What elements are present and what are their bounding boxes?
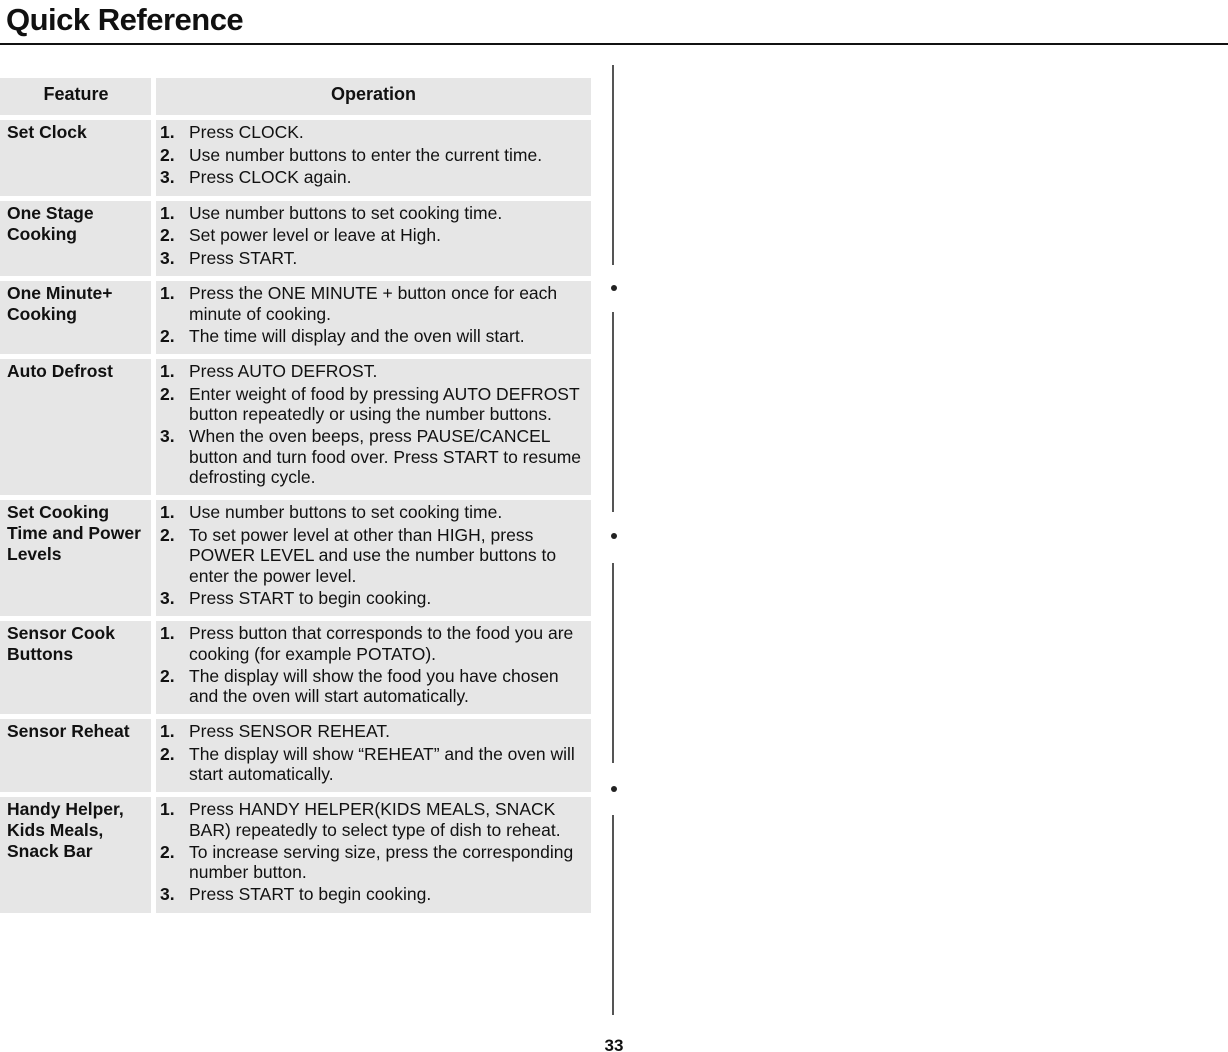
table-row <box>0 500 592 616</box>
step-item <box>160 502 587 523</box>
step-text: Use number buttons to set cooking time. <box>189 502 503 522</box>
margin-dot <box>611 533 617 539</box>
table-header-row <box>0 78 592 115</box>
feature-cell: One Stage Cooking <box>0 201 151 277</box>
step-item <box>160 225 587 246</box>
operation-cell <box>156 500 591 616</box>
step-item <box>160 167 587 188</box>
margin-rule <box>612 65 614 265</box>
step-list <box>160 203 587 269</box>
table-row <box>0 201 592 277</box>
page-title: Quick Reference <box>6 2 244 37</box>
step-item <box>160 145 587 166</box>
step-number: 2. <box>160 225 175 245</box>
step-item <box>160 203 587 224</box>
step-item <box>160 283 587 324</box>
step-item <box>160 525 587 587</box>
step-list <box>160 361 587 488</box>
step-text: Press HANDY HELPER(KIDS MEALS, SNACK BAR) repeatedly to select type of dish to reheat. <box>189 799 561 840</box>
operation-cell <box>156 120 591 196</box>
step-list <box>160 721 587 785</box>
table-row <box>0 281 592 354</box>
step-text: Press CLOCK again. <box>189 167 352 187</box>
table-row <box>0 359 592 495</box>
step-text: To increase serving size, press the corresponding number button. <box>189 841 574 882</box>
step-text: Press CLOCK. <box>189 122 304 142</box>
step-number: 2. <box>160 665 175 686</box>
step-item <box>160 426 587 488</box>
step-text: Press START to begin cooking. <box>189 587 432 608</box>
operation-cell <box>156 281 591 354</box>
step-text: Press START to begin cooking. <box>189 884 432 904</box>
feature-cell: Sensor Cook Buttons <box>0 621 151 714</box>
step-item <box>160 361 587 382</box>
step-text: Press button that corresponds to the food you are cooking (for example POTATO). <box>189 623 574 664</box>
table-row <box>0 621 592 714</box>
step-number: 2. <box>160 383 175 404</box>
step-item <box>160 884 587 905</box>
table-row <box>0 797 592 913</box>
step-list <box>160 502 587 609</box>
step-text: Press the ONE MINUTE + button once for each minute of cooking. <box>189 283 558 324</box>
step-text: Press SENSOR REHEAT. <box>189 721 390 741</box>
operation-cell <box>156 621 591 714</box>
step-item <box>160 623 587 664</box>
quick-reference-table <box>0 78 592 918</box>
step-list <box>160 283 587 347</box>
table-row <box>0 719 592 792</box>
step-item <box>160 384 587 425</box>
feature-cell: One Minute+ Cooking <box>0 281 151 354</box>
column-header-operation: Operation <box>156 78 591 115</box>
step-number: 3. <box>160 167 175 187</box>
step-text: The time will display and the oven will start. <box>189 325 525 346</box>
feature-cell: Auto Defrost <box>0 359 151 495</box>
step-list <box>160 623 587 707</box>
step-text: Press AUTO DEFROST. <box>189 361 378 381</box>
operation-cell <box>156 797 591 913</box>
step-number: 1. <box>160 799 175 819</box>
step-number: 3. <box>160 884 175 904</box>
step-number: 2. <box>160 524 175 545</box>
step-text: Set power level or leave at High. <box>189 225 441 245</box>
step-number: 1. <box>160 361 175 381</box>
step-number: 2. <box>160 325 175 346</box>
page-number: 33 <box>604 1036 624 1052</box>
feature-cell: Sensor Reheat <box>0 719 151 792</box>
step-number: 3. <box>160 247 175 268</box>
step-text: Press START. <box>189 247 298 268</box>
operation-cell <box>156 719 591 792</box>
operation-cell <box>156 359 591 495</box>
feature-cell: Set Clock <box>0 120 151 196</box>
step-item <box>160 588 587 609</box>
step-number: 3. <box>160 426 175 446</box>
step-item <box>160 666 587 707</box>
margin-rule <box>612 815 614 1015</box>
feature-cell: Handy Helper, Kids Meals, Snack Bar <box>0 797 151 913</box>
step-item <box>160 744 587 785</box>
step-number: 2. <box>160 144 175 165</box>
step-number: 3. <box>160 587 175 608</box>
step-text: To set power level at other than HIGH, press POWER LEVEL and use the number buttons to enter the power level. <box>189 524 557 586</box>
step-text: Use number buttons to set cooking time. <box>189 202 503 223</box>
margin-dot <box>611 285 617 291</box>
margin-dot <box>611 786 617 792</box>
step-number: 2. <box>160 743 175 764</box>
operation-cell <box>156 201 591 277</box>
step-item <box>160 842 587 883</box>
step-number: 1. <box>160 283 175 303</box>
step-number: 1. <box>160 122 175 142</box>
step-number: 1. <box>160 623 175 643</box>
table-row <box>0 120 592 196</box>
step-list <box>160 122 587 188</box>
step-text: Enter weight of food by pressing AUTO DEFROST button repeatedly or using the number buttons. <box>189 383 580 424</box>
step-text: Use number buttons to enter the current time. <box>189 144 543 165</box>
step-item <box>160 248 587 269</box>
step-list <box>160 799 587 905</box>
step-item <box>160 721 587 742</box>
margin-rule <box>612 312 614 512</box>
step-number: 2. <box>160 841 175 862</box>
column-header-feature: Feature <box>0 78 151 115</box>
step-text: The display will show the food you have chosen and the oven will start automatically. <box>189 665 559 706</box>
step-text: When the oven beeps, press PAUSE/CANCEL button and turn food over. Press START to resume defrosting cycle. <box>189 426 582 487</box>
margin-rule <box>612 563 614 763</box>
step-number: 1. <box>160 202 175 223</box>
step-number: 1. <box>160 502 175 522</box>
feature-cell: Set Cooking Time and Power Levels <box>0 500 151 616</box>
step-text: The display will show “REHEAT” and the oven will start automatically. <box>189 743 575 784</box>
title-divider <box>0 43 1228 45</box>
step-item <box>160 122 587 143</box>
step-item <box>160 326 587 347</box>
step-number: 1. <box>160 721 175 741</box>
step-item <box>160 799 587 840</box>
